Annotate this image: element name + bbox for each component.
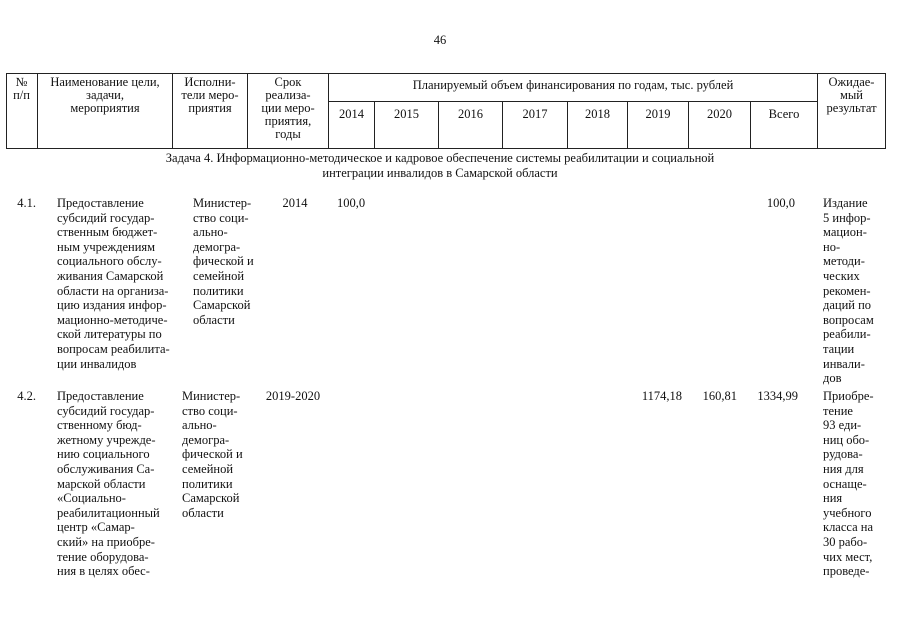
row-result: Издание 5 инфор- мацион- но- методи- ческих рекомен- даций по вопросам реабили- тации инвали- дов <box>823 196 874 386</box>
row-executor: Министер- ство соци- ально- демогра- фической и семейной политики Самарской области <box>193 196 254 327</box>
header-year: 2018 <box>585 107 610 121</box>
header-year: 2019 <box>645 107 671 121</box>
row-2019: 1174,18 <box>641 389 682 403</box>
header-year: 2017 <box>522 107 548 121</box>
row-total: 100,0 <box>766 196 795 210</box>
header-executor: Исполни- тели меро- приятия <box>181 75 239 115</box>
page-number: 46 <box>433 33 447 47</box>
header-year: 2014 <box>339 107 364 121</box>
row-num: 4.2. <box>17 389 36 403</box>
header-plan: Планируемый объем финансирования по годам, тыс. рублей <box>412 78 734 92</box>
row-result: Приобре- тение 93 еди- ниц обо- рудова- ния для оснаще- ния учебного класса на 30 рабо- чих мест, проведе- <box>823 389 874 579</box>
header-year: 2015 <box>394 107 419 121</box>
row-2020: 160,81 <box>702 389 737 403</box>
header-term: Срок реализа- ции меро- приятия, годы <box>261 75 315 141</box>
row-executor: Министер- ство соци- ально- демогра- фической и семейной политики Самарской области <box>182 389 243 520</box>
row-2014: 100,0 <box>337 196 366 210</box>
row-term: 2014 <box>282 196 308 210</box>
row-num: 4.1. <box>17 196 36 210</box>
header-result: Ожидае- мый результат <box>826 75 877 115</box>
row-term: 2019-2020 <box>265 389 321 403</box>
header-name: Наименование цели, задачи, мероприятия <box>50 75 160 115</box>
header-num: № п/п <box>13 75 30 102</box>
header-year: 2020 <box>707 107 732 121</box>
row-name: Предоставление субсидий государ- ственному бюд- жетному учрежде- нию социального обслуживания Са- марской области «Социально- реабилитационный центр «Самар- ский» на приобре- тение оборудова- ния в целях обес- <box>57 389 160 579</box>
task-title: Задача 4. Информационно-методическое и кадровое обеспечение системы реабилитации и социальной интеграции инвалидов в Самарской области <box>165 151 715 180</box>
row-total: 1334,99 <box>757 389 798 403</box>
header-year: 2016 <box>458 107 483 121</box>
row-name: Предоставление субсидий государ- ственным бюджет- ным учреждениям социального обслу- живания Самарской области на организа- цию издания инфор- мационно-методиче- ской литературы по вопросам реабилита- ции инвалидов <box>57 196 170 371</box>
header-total: Всего <box>768 107 800 121</box>
